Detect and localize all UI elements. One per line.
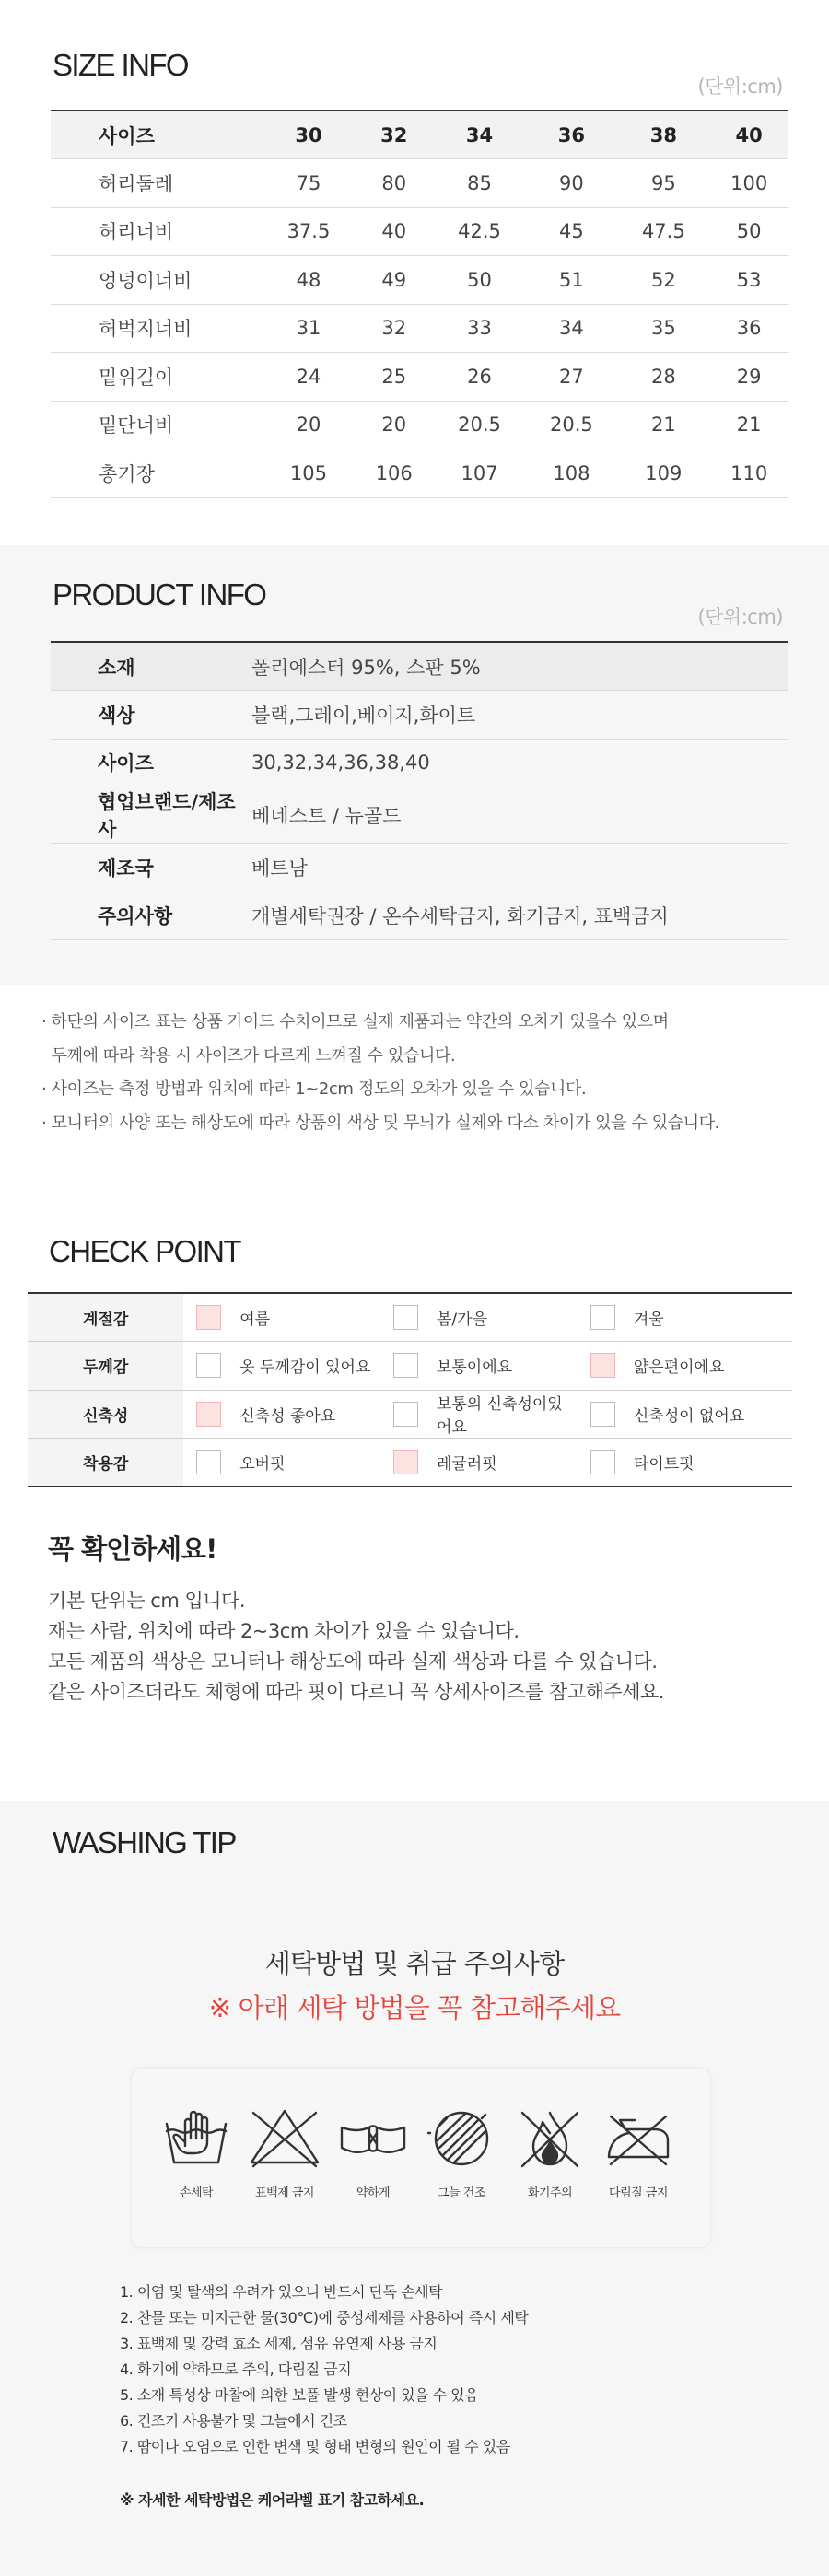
check-option — [183, 1439, 380, 1487]
size-header-cell: 38 — [617, 111, 709, 159]
note-line: · 모니터의 사양 또는 해상도에 따라 상품의 색상 및 무늬가 실제와 다소 차이가 있을 수 있습니다. — [41, 1113, 720, 1133]
size-row-label: 허벅지너비 — [51, 304, 263, 353]
checkbox-unchecked — [393, 1353, 418, 1378]
checkbox-unchecked — [393, 1402, 418, 1427]
must-check-line: 모든 제품의 색상은 모니터나 해상도에 따라 실제 색상과 다를 수 있습니다. — [48, 1650, 658, 1673]
product-info-table — [51, 641, 788, 940]
washing-warning: ※ 아래 세탁 방법을 꼭 참고해주세요 — [208, 1992, 621, 2023]
size-cell: 36 — [709, 304, 788, 353]
checkbox-unchecked — [590, 1402, 615, 1427]
table-row — [51, 256, 788, 305]
size-row-label: 허리너비 — [51, 207, 263, 256]
product-info-title: PRODUCT INFO — [53, 577, 266, 612]
size-cell: 21 — [709, 401, 788, 449]
gentle-icon — [336, 2105, 410, 2170]
care-item — [594, 2105, 683, 2200]
care-label: 그늘 건조 — [438, 2186, 485, 2200]
table-row — [28, 1293, 792, 1342]
checkbox-unchecked — [393, 1305, 418, 1330]
product-info-key: 협업브랜드/제조사 — [51, 787, 251, 844]
check-option-label: 얇은편이에요 — [633, 1358, 725, 1378]
list-item: 2. 찬물 또는 미지근한 물(30℃)에 중성세제를 사용하여 즉시 세탁 — [120, 2309, 529, 2326]
care-item — [417, 2105, 506, 2200]
size-cell: 51 — [525, 256, 617, 305]
check-point-label: 신축성 — [28, 1390, 183, 1439]
must-check-line: 재는 사람, 위치에 따라 2~3cm 차이가 있을 수 있습니다. — [48, 1620, 520, 1642]
size-cell: 20 — [263, 401, 355, 449]
size-cell: 24 — [263, 353, 355, 402]
check-point-label: 착용감 — [28, 1439, 183, 1487]
table-row — [51, 401, 788, 449]
check-option — [578, 1342, 792, 1391]
size-cell: 20.5 — [525, 401, 617, 449]
size-cell: 85 — [434, 159, 526, 208]
table-row — [51, 642, 788, 691]
product-info-value: 폴리에스터 95%, 스판 5% — [251, 642, 788, 691]
list-item: 5. 소재 특성상 마찰에 의한 보풀 발생 현상이 있을 수 있음 — [120, 2386, 479, 2404]
size-notes — [41, 1006, 797, 1140]
checkbox-checked — [196, 1402, 221, 1427]
washing-tip-section — [0, 1801, 829, 2576]
size-row-label: 밑위길이 — [51, 353, 263, 402]
must-check-title: 꼭 확인하세요! — [48, 1533, 217, 1565]
size-cell: 20.5 — [434, 401, 526, 449]
check-option-label: 레귤러핏 — [436, 1455, 497, 1474]
size-cell: 37.5 — [263, 207, 355, 256]
check-option-label: 보통의 신축성이있어요 — [436, 1395, 563, 1438]
care-label: 표백제 금지 — [255, 2186, 314, 2200]
note-line: · 사이즈는 측정 방법과 위치에 따라 1~2cm 정도의 오차가 있을 수 있습니다. — [41, 1079, 587, 1099]
care-label: 약하게 — [356, 2186, 391, 2200]
product-info-key: 색상 — [51, 691, 251, 740]
washing-heading: 세탁방법 및 취급 주의사항 — [264, 1948, 565, 1979]
check-option — [578, 1439, 792, 1487]
size-table-header — [51, 111, 788, 159]
product-info-key: 사이즈 — [51, 739, 251, 787]
size-header-cell: 32 — [355, 111, 434, 159]
product-info-key: 소재 — [51, 642, 251, 691]
must-check-body — [48, 1586, 664, 1708]
size-cell: 107 — [434, 449, 526, 498]
care-item — [506, 2105, 594, 2200]
care-item — [152, 2105, 240, 2200]
table-row — [51, 159, 788, 208]
size-cell: 29 — [709, 353, 788, 402]
size-cell: 95 — [617, 159, 709, 208]
size-cell: 49 — [355, 256, 434, 305]
size-cell: 110 — [709, 449, 788, 498]
care-label: 화기주의 — [527, 2186, 573, 2200]
table-row — [51, 787, 788, 844]
list-item: 6. 건조기 사용불가 및 그늘에서 건조 — [120, 2412, 347, 2430]
size-cell: 105 — [263, 449, 355, 498]
care-label: 다림질 금지 — [609, 2186, 668, 2200]
size-row-label: 총기장 — [51, 449, 263, 498]
size-cell: 31 — [263, 304, 355, 353]
care-label-note: ※ 자세한 세탁방법은 케어라벨 표기 참고하세요. — [120, 2491, 425, 2509]
table-row — [28, 1439, 792, 1487]
check-option — [183, 1390, 380, 1439]
size-cell: 45 — [525, 207, 617, 256]
size-header-cell: 40 — [709, 111, 788, 159]
check-option-label: 여름 — [239, 1311, 271, 1329]
table-row — [28, 1342, 792, 1391]
size-cell: 90 — [525, 159, 617, 208]
check-option — [183, 1342, 380, 1391]
hand-wash-icon — [161, 2105, 231, 2170]
size-header-cell: 36 — [525, 111, 617, 159]
size-cell: 26 — [434, 353, 526, 402]
size-cell: 21 — [617, 401, 709, 449]
note-line: · 하단의 사이즈 표는 상품 가이드 수치이므로 실제 제품과는 약간의 오차가 있을수 있으며 — [41, 1012, 669, 1032]
product-info-value: 블랙,그레이,베이지,화이트 — [251, 691, 788, 740]
check-option-label: 타이트핏 — [633, 1455, 695, 1474]
check-option-label: 봄/가을 — [436, 1311, 487, 1329]
size-cell: 106 — [355, 449, 434, 498]
product-info-key: 제조국 — [51, 844, 251, 892]
check-option — [380, 1439, 578, 1487]
list-item: 3. 표백제 및 강력 효소 세제, 섬유 유연제 사용 금지 — [120, 2335, 438, 2352]
check-point-table — [28, 1292, 792, 1487]
care-item — [240, 2105, 329, 2200]
size-header-cell: 30 — [263, 111, 355, 159]
size-cell: 108 — [525, 449, 617, 498]
checkbox-unchecked — [196, 1353, 221, 1378]
size-cell: 20 — [355, 401, 434, 449]
size-row-label: 허리둘레 — [51, 159, 263, 208]
care-icons — [152, 2105, 683, 2200]
size-cell: 75 — [263, 159, 355, 208]
check-option-label: 신축성이 없어요 — [633, 1406, 745, 1426]
checkbox-unchecked — [590, 1450, 615, 1474]
table-row — [51, 304, 788, 353]
size-cell: 34 — [525, 304, 617, 353]
no-iron-icon — [601, 2105, 675, 2170]
table-row — [28, 1390, 792, 1439]
size-cell: 33 — [434, 304, 526, 353]
shade-dry-icon — [425, 2105, 498, 2170]
table-row — [51, 449, 788, 498]
product-info-key: 주의사항 — [51, 892, 251, 940]
check-option-label: 오버핏 — [239, 1455, 286, 1474]
checkbox-checked — [196, 1305, 221, 1330]
washing-instructions — [120, 2279, 528, 2460]
size-row-label: 밑단너비 — [51, 401, 263, 449]
size-cell: 47.5 — [617, 207, 709, 256]
size-cell: 48 — [263, 256, 355, 305]
must-check-line: 기본 단위는 cm 입니다. — [48, 1590, 245, 1612]
size-cell: 50 — [709, 207, 788, 256]
size-cell: 50 — [434, 256, 526, 305]
check-option — [183, 1293, 380, 1342]
table-row — [51, 353, 788, 402]
check-option — [380, 1293, 578, 1342]
size-cell: 27 — [525, 353, 617, 402]
washing-tip-title: WASHING TIP — [53, 1825, 236, 1859]
must-check-line: 같은 사이즈더라도 체형에 따라 핏이 다르니 꼭 상세사이즈를 참고해주세요. — [48, 1681, 664, 1703]
checkbox-checked — [590, 1353, 615, 1378]
size-cell: 109 — [617, 449, 709, 498]
no-bleach-icon — [246, 2105, 323, 2170]
size-cell: 52 — [617, 256, 709, 305]
table-row — [51, 207, 788, 256]
size-cell: 100 — [709, 159, 788, 208]
size-header-cell: 사이즈 — [51, 111, 263, 159]
size-cell: 40 — [355, 207, 434, 256]
size-table — [51, 110, 788, 498]
checkbox-unchecked — [196, 1450, 221, 1474]
table-row — [51, 739, 788, 787]
product-info-value: 베네스트 / 뉴골드 — [251, 787, 788, 844]
size-cell: 42.5 — [434, 207, 526, 256]
check-point-title: CHECK POINT — [49, 1234, 240, 1268]
size-cell: 35 — [617, 304, 709, 353]
no-fire-icon — [513, 2105, 587, 2170]
care-label: 손세탁 — [179, 2186, 214, 2200]
table-row — [51, 892, 788, 940]
checkbox-unchecked — [590, 1305, 615, 1330]
size-cell: 80 — [355, 159, 434, 208]
size-cell: 28 — [617, 353, 709, 402]
check-option-label: 옷 두께감이 있어요 — [239, 1358, 371, 1378]
care-item — [329, 2105, 417, 2200]
list-item: 1. 이염 및 탈색의 우려가 있으니 반드시 단독 손세탁 — [120, 2283, 443, 2301]
size-cell: 25 — [355, 353, 434, 402]
note-line: 두께에 따라 착용 시 사이즈가 다르게 느껴질 수 있습니다. — [41, 1045, 456, 1066]
product-info-unit: (단위:cm) — [697, 606, 783, 628]
care-icons-card — [131, 2068, 711, 2248]
check-point-label: 계절감 — [28, 1293, 183, 1342]
check-option — [380, 1342, 578, 1391]
list-item: 7. 땀이나 오염으로 인한 변색 및 형태 변형의 원인이 될 수 있음 — [120, 2438, 510, 2455]
check-option-label: 겨울 — [633, 1311, 664, 1329]
size-row-label: 엉덩이너비 — [51, 256, 263, 305]
check-option — [380, 1390, 578, 1439]
size-header-cell: 34 — [434, 111, 526, 159]
checkbox-checked — [393, 1450, 418, 1474]
size-cell: 53 — [709, 256, 788, 305]
check-option-label: 신축성 좋아요 — [239, 1406, 336, 1426]
product-info-section — [0, 545, 829, 985]
check-option-label: 보통이에요 — [436, 1358, 513, 1378]
check-point-label: 두께감 — [28, 1342, 183, 1391]
product-info-value: 베트남 — [251, 844, 788, 892]
size-info-section — [0, 0, 829, 545]
check-option — [578, 1293, 792, 1342]
size-info-unit: (단위:cm) — [697, 76, 783, 98]
list-item: 4. 화기에 약하므로 주의, 다림질 금지 — [120, 2360, 352, 2378]
size-info-title: SIZE INFO — [53, 48, 188, 82]
size-cell: 32 — [355, 304, 434, 353]
product-info-value: 개별세탁권장 / 온수세탁금지, 화기금지, 표백금지 — [251, 892, 788, 940]
check-option — [578, 1390, 792, 1439]
table-row — [51, 844, 788, 892]
table-row — [51, 691, 788, 740]
product-info-value: 30,32,34,36,38,40 — [251, 739, 788, 787]
